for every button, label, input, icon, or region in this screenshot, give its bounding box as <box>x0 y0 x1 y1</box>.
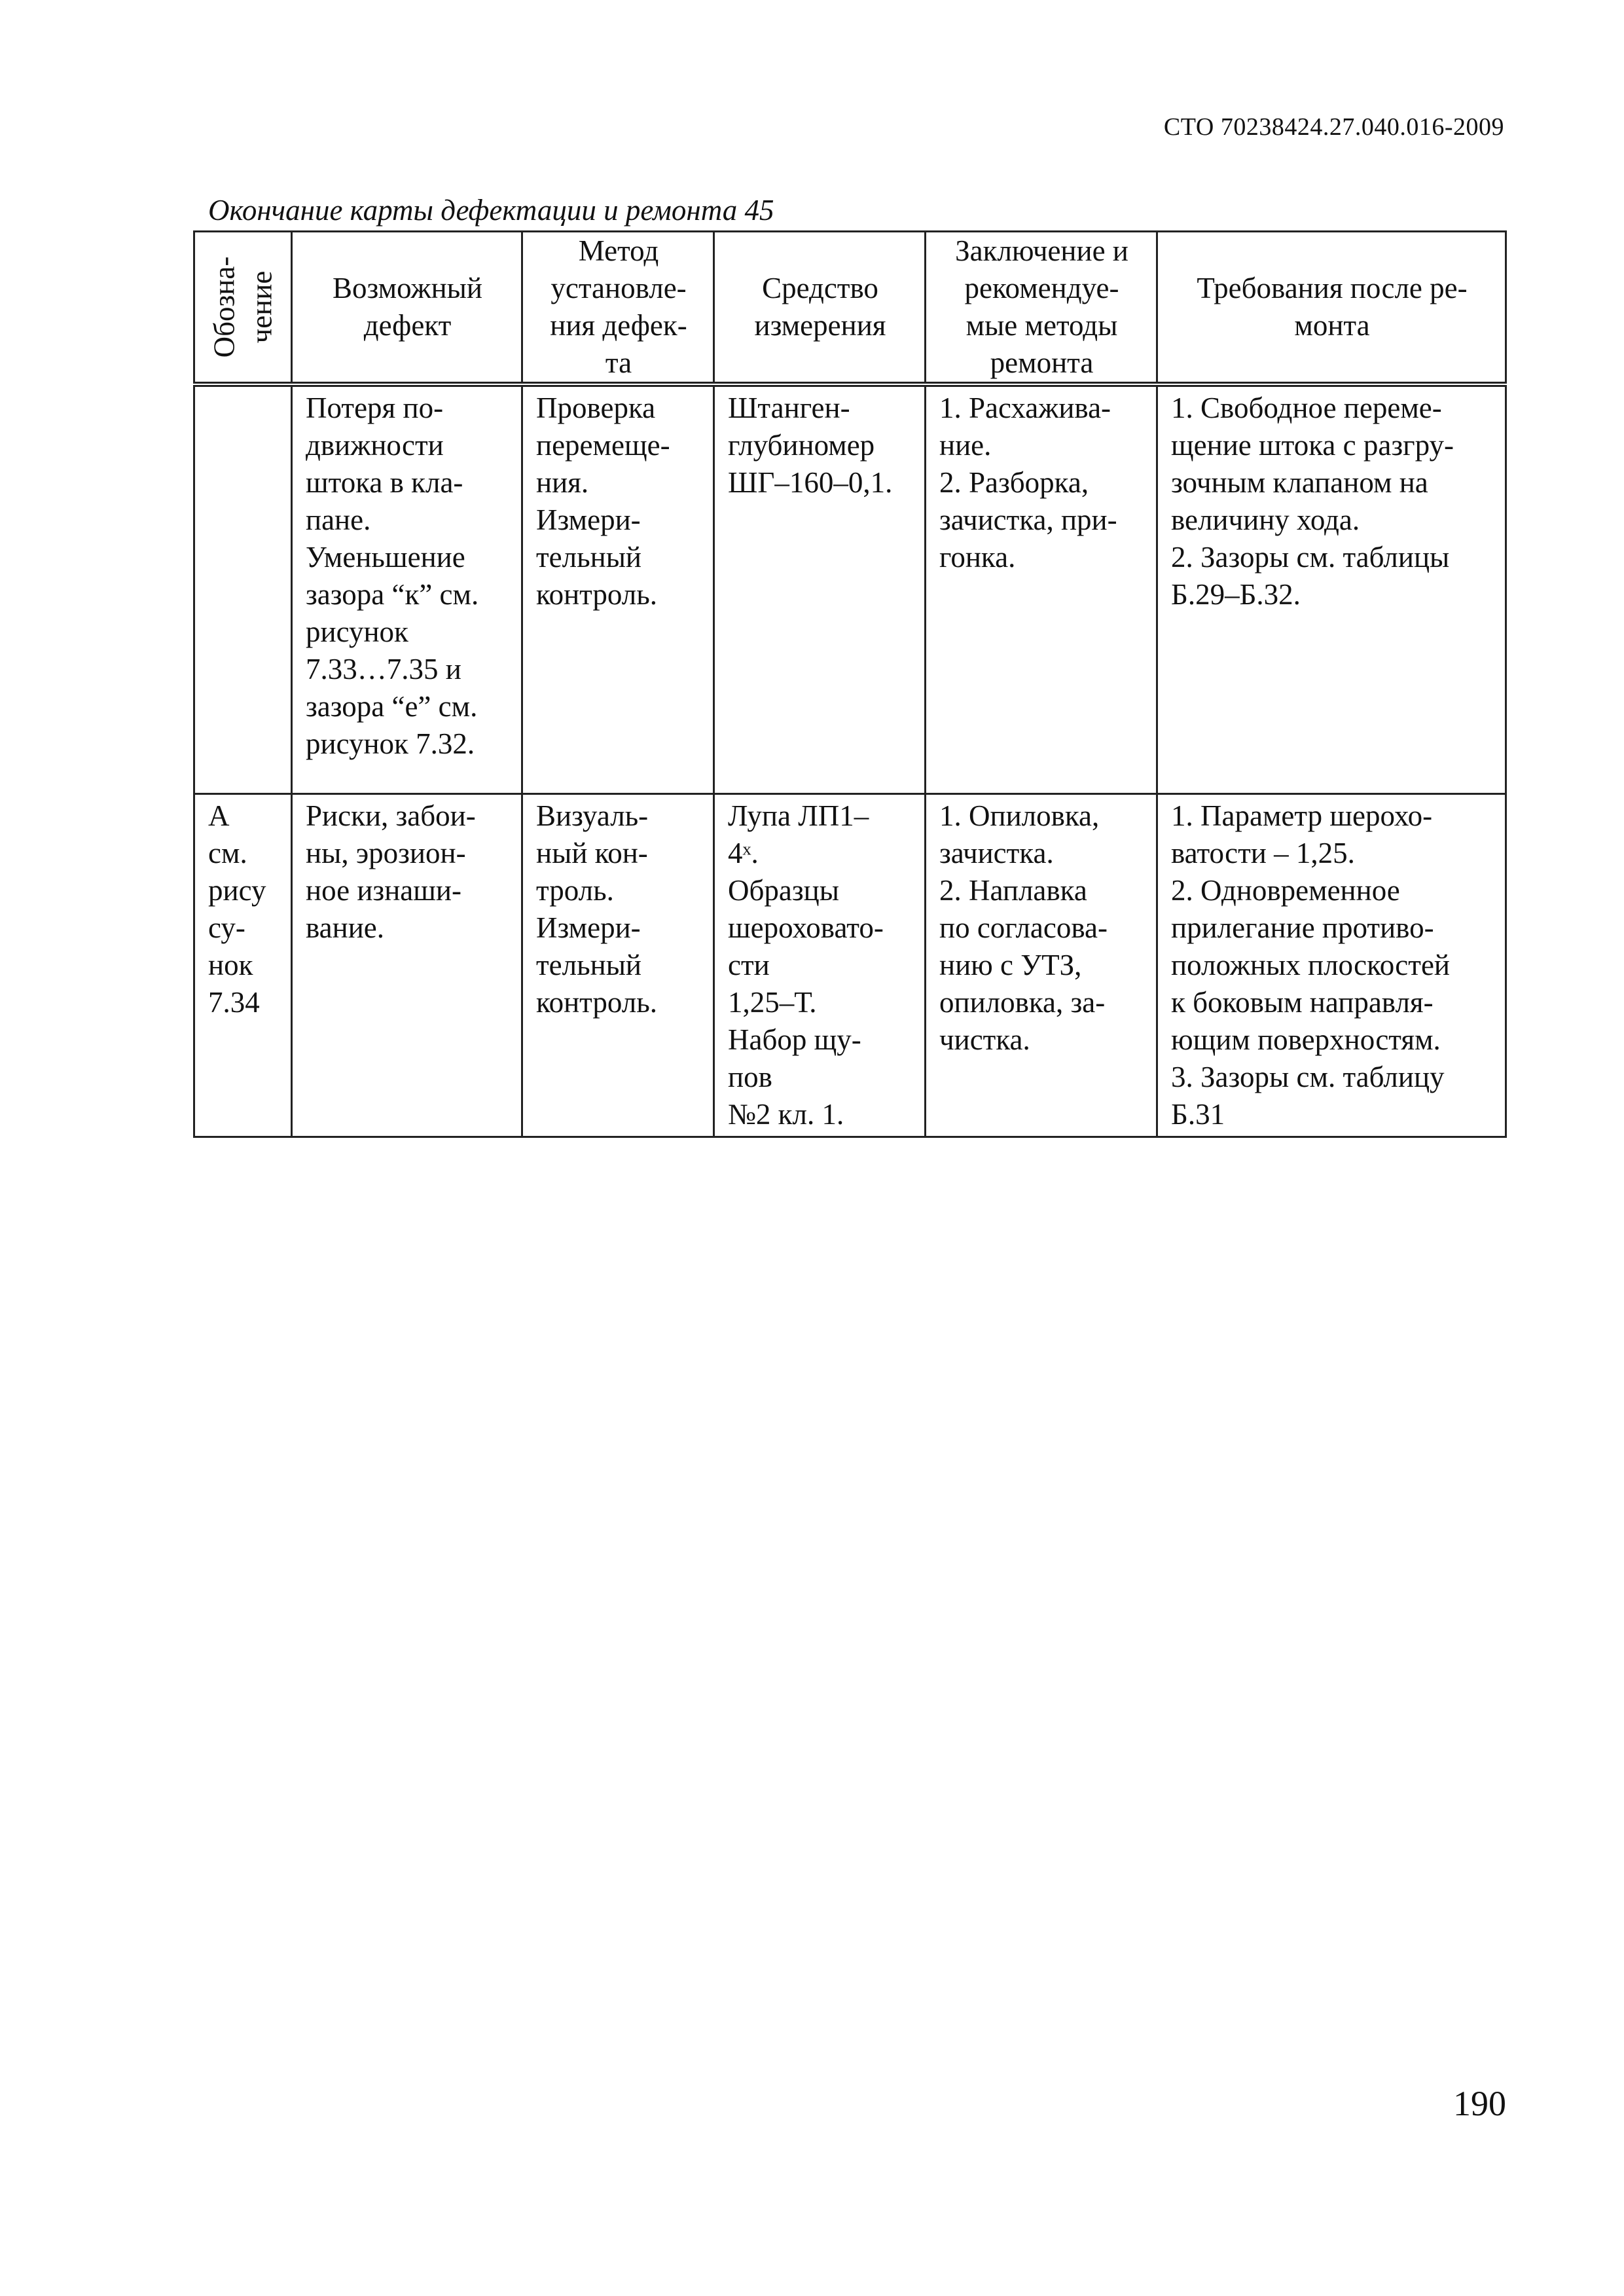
cell-post-repair-requirements: 1. Свободное переме- щение штока с разгру- зочным клапаном на величину хода. 2. Зазоры см. таблицы Б.29–Б.32. <box>1157 384 1506 794</box>
table-row <box>194 384 1506 794</box>
header-measuring-tool-label: Средство измерения <box>754 272 886 342</box>
table-caption: Окончание карты дефектации и ремонта 45 <box>208 194 774 227</box>
cell-measuring-tool: Штанген- глубиномер ШГ–160–0,1. <box>714 384 926 794</box>
header-possible-defect <box>292 232 522 385</box>
defect-repair-table <box>193 230 1507 1138</box>
cell-possible-defect: Риски, забои- ны, эрозион- ное изнаши- вание. <box>292 794 522 1137</box>
cell-designation: А см. рису су- нок 7.34 <box>194 794 292 1137</box>
header-post-repair-requirements-label: Требования после ре- монта <box>1197 272 1468 342</box>
table-header-row <box>194 232 1506 385</box>
cell-detection-method: Проверка перемеще- ния. Измери- тельный контроль. <box>522 384 714 794</box>
header-designation <box>194 232 292 385</box>
cell-designation <box>194 384 292 794</box>
header-possible-defect-label: Возможный дефект <box>333 272 482 342</box>
header-designation-label: Обозна- чение <box>208 256 278 358</box>
cell-conclusion-repair: 1. Опиловка, зачистка. 2. Наплавка по согласова- нию с УТЗ, опиловка, за- чистка. <box>926 794 1157 1137</box>
header-conclusion-repair-label: Заключение и рекомендуе- мые методы ремонта <box>955 234 1128 379</box>
cell-possible-defect: Потеря по- движности штока в кла- пане. Уменьшение зазора “к” см. рисунок 7.33…7.35 и зазора “е” см. рисунок 7.32. <box>292 384 522 794</box>
cell-detection-method: Визуаль- ный кон- троль. Измери- тельный контроль. <box>522 794 714 1137</box>
cell-conclusion-repair: 1. Расхажива- ние. 2. Разборка, зачистка, при- гонка. <box>926 384 1157 794</box>
header-conclusion-repair <box>926 232 1157 385</box>
header-detection-method <box>522 232 714 385</box>
header-measuring-tool <box>714 232 926 385</box>
cell-measuring-tool: Лупа ЛП1– 4ˣ. Образцы шероховато- сти 1,25–Т. Набор щу- пов №2 кл. 1. <box>714 794 926 1137</box>
table-row <box>194 794 1506 1137</box>
document-code: СТО 70238424.27.040.016-2009 <box>1163 113 1504 141</box>
header-detection-method-label: Метод установле- ния дефек- та <box>550 234 687 379</box>
header-post-repair-requirements <box>1157 232 1506 385</box>
page-number: 190 <box>1453 2084 1506 2123</box>
cell-post-repair-requirements: 1. Параметр шерохо- ватости – 1,25. 2. Одновременное прилегание противо- положных плоскостей к боковым направля- ющим поверхностям. 3. Зазоры см. таблицу Б.31 <box>1157 794 1506 1137</box>
